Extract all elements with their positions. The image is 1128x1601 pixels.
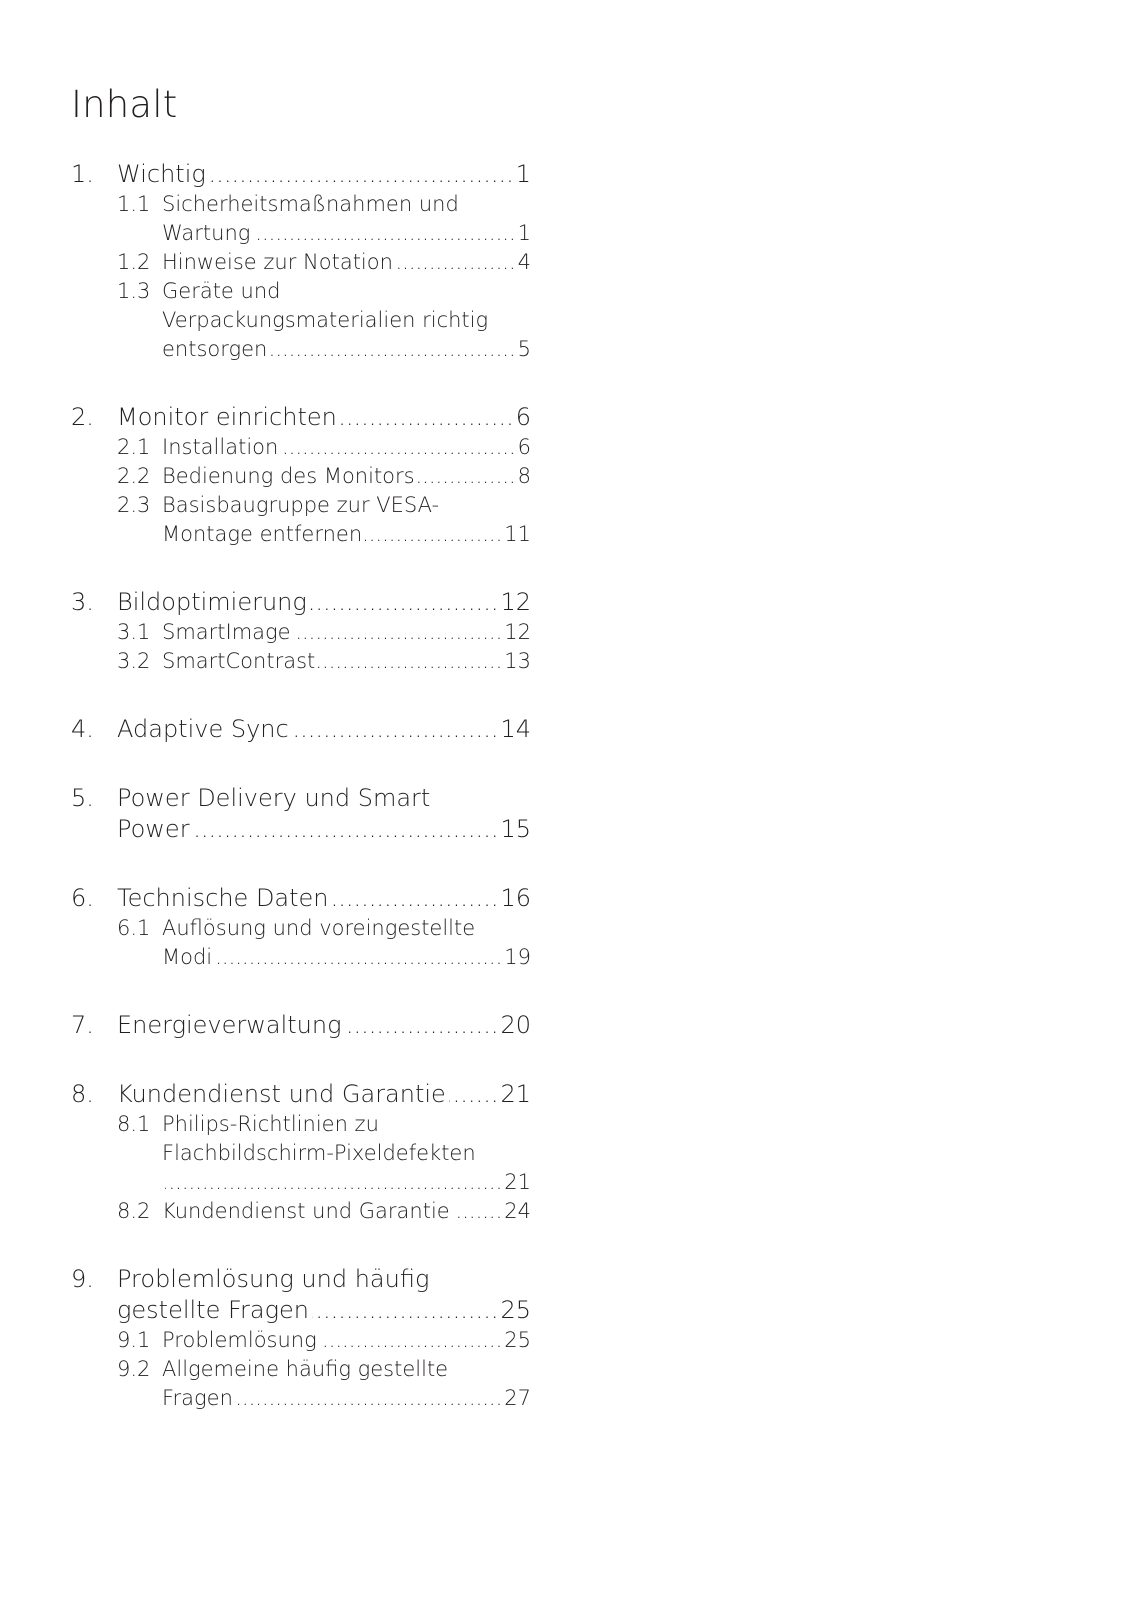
toc-subentry-title-line: Basisbaugruppe zur VESA-: [162, 493, 440, 517]
toc-subentry-page: 19: [504, 945, 531, 969]
toc-entry[interactable]: [71, 1010, 531, 1041]
toc-subentry-title-line: Geräte und: [162, 279, 281, 303]
toc-subentry-page: 6: [517, 435, 531, 459]
toc-subentry-title: Wartung: [162, 221, 251, 245]
dot-leader: [310, 587, 499, 618]
toc-subentry-number: 9.2: [117, 1357, 151, 1381]
toc-entry-page: 12: [500, 588, 531, 616]
toc-entry[interactable]: [71, 1079, 531, 1110]
dot-leader: [396, 248, 516, 277]
toc-subentry-title: Problemlösung: [162, 1328, 317, 1352]
toc-subentry[interactable]: [71, 914, 531, 972]
dot-leader: [270, 335, 515, 364]
toc-subentry-page: 21: [504, 1170, 531, 1194]
toc-subentry-title-line: Auflösung und voreingestellte: [162, 916, 476, 940]
toc-entry-page: 1: [515, 160, 531, 188]
toc-entry-number: 6.: [71, 884, 94, 912]
toc-subentry-number: 8.2: [117, 1199, 151, 1223]
toc-section: [71, 159, 531, 364]
toc-subentry-title-line: Verpackungsmaterialien richtig: [162, 308, 489, 332]
toc-entry-number: 8.: [71, 1080, 94, 1108]
toc-subentry-title: Fragen: [162, 1386, 233, 1410]
dot-leader: [418, 462, 516, 491]
toc-subentry-number: 9.1: [117, 1328, 151, 1352]
toc-entry-number: 7.: [71, 1011, 94, 1039]
toc-subentry-number: 1.1: [117, 192, 151, 216]
toc-entry-title: Monitor einrichten: [117, 403, 337, 431]
dot-leader: [165, 1168, 502, 1197]
toc-entry-title: Energieverwaltung: [117, 1011, 342, 1039]
toc-subentry[interactable]: [71, 248, 531, 277]
dot-leader: [215, 943, 502, 972]
toc-subentry-title-line: Sicherheitsmaßnahmen und: [162, 192, 459, 216]
dot-leader: [449, 1079, 499, 1110]
toc-entry-title: Power: [117, 815, 190, 843]
toc-subentry-title-line: Flachbildschirm-Pixeldefekten: [162, 1141, 476, 1165]
dot-leader: [340, 402, 514, 433]
toc-subentry-page: 4: [517, 250, 531, 274]
toc-subentry-page: 25: [504, 1328, 531, 1352]
toc-entry[interactable]: [71, 783, 531, 845]
toc-entry-title: Technische Daten: [117, 884, 329, 912]
toc-entry-title-line: Power Delivery und Smart: [117, 784, 431, 812]
toc-subentry-page: 13: [504, 649, 531, 673]
toc-section: [71, 587, 531, 676]
toc-subentry-title: Hinweise zur Notation: [162, 250, 393, 274]
toc-entry-title-line: Problemlösung und häufig: [117, 1265, 430, 1293]
toc-section: [71, 783, 531, 845]
toc-entry[interactable]: [71, 883, 531, 914]
toc-entry-title: Wichtig: [117, 160, 206, 188]
toc-subentry[interactable]: [71, 491, 531, 549]
toc-subentry[interactable]: [71, 1326, 531, 1355]
toc-subentry[interactable]: [71, 1110, 531, 1197]
toc-entry-title: Bildoptimierung: [117, 588, 307, 616]
dot-leader: [345, 1010, 499, 1041]
toc-subentry-number: 3.2: [117, 649, 151, 673]
toc-entry-page: 14: [500, 715, 531, 743]
toc-entry-number: 1.: [71, 160, 94, 188]
toc-entry-title: Kundendienst und Garantie: [117, 1080, 446, 1108]
toc-subentry-number: 2.1: [117, 435, 151, 459]
toc-subentry-title: Bedienung des Monitors: [162, 464, 415, 488]
toc-section: [71, 714, 531, 745]
toc-entry[interactable]: [71, 159, 531, 190]
toc-subentry-title: Modi: [162, 945, 213, 969]
toc-subentry[interactable]: [71, 190, 531, 248]
toc-section: [71, 1010, 531, 1041]
dot-leader: [236, 1384, 502, 1413]
toc-subentry-title-line: Allgemeine häufig gestellte: [162, 1357, 449, 1381]
toc-subentry-title: SmartContrast: [162, 649, 316, 673]
toc-subentry-page: 5: [517, 337, 531, 361]
toc-entry-page: 21: [500, 1080, 531, 1108]
toc-entry[interactable]: [71, 587, 531, 618]
page-title: Inhalt: [71, 83, 178, 126]
toc-subentry[interactable]: [71, 647, 531, 676]
toc-entry-number: 3.: [71, 588, 94, 616]
toc-subentry-title: SmartImage: [162, 620, 291, 644]
toc-subentry-title-line: Philips-Richtlinien zu: [162, 1112, 379, 1136]
dot-leader: [453, 1197, 503, 1226]
dot-leader: [281, 433, 515, 462]
toc-section: [71, 1264, 531, 1413]
toc-entry[interactable]: [71, 1264, 531, 1326]
toc-subentry-title: Montage entfernen: [162, 522, 363, 546]
dot-leader: [193, 814, 499, 845]
toc-subentry[interactable]: [71, 1197, 531, 1226]
toc-subentry-title: Kundendienst und Garantie: [162, 1199, 450, 1223]
dot-leader: [292, 714, 499, 745]
toc-subentry-page: 24: [504, 1199, 531, 1223]
toc-entry-title: gestellte Fragen: [117, 1296, 309, 1324]
toc-subentry-title: Installation: [162, 435, 279, 459]
toc-entry[interactable]: [71, 714, 531, 745]
dot-leader: [294, 618, 503, 647]
toc-subentry-number: 1.3: [117, 279, 151, 303]
toc-subentry-page: 27: [504, 1386, 531, 1410]
dot-leader: [365, 520, 502, 549]
toc-subentry-number: 2.3: [117, 493, 151, 517]
toc-subentry[interactable]: [71, 433, 531, 462]
toc-entry-number: 4.: [71, 715, 94, 743]
toc-subentry-page: 8: [517, 464, 531, 488]
toc-subentry[interactable]: [71, 1355, 531, 1413]
toc-subentry-number: 8.1: [117, 1112, 151, 1136]
toc-subentry-number: 3.1: [117, 620, 151, 644]
dot-leader: [332, 883, 499, 914]
toc-section: [71, 883, 531, 972]
toc-subentry-number: 2.2: [117, 464, 151, 488]
toc-subentry-page: 12: [504, 620, 531, 644]
toc-subentry[interactable]: [71, 618, 531, 647]
toc-subentry-number: 1.2: [117, 250, 151, 274]
toc-entry-page: 16: [500, 884, 531, 912]
toc-section: [71, 1079, 531, 1226]
toc-entry-number: 5.: [71, 784, 94, 812]
toc-entry[interactable]: [71, 402, 531, 433]
toc-subentry-number: 6.1: [117, 916, 151, 940]
toc-subentry-title: entsorgen: [162, 337, 268, 361]
dot-leader: [312, 1295, 498, 1326]
dot-leader: [209, 159, 514, 190]
toc-section: [71, 402, 531, 549]
toc-entry-page: 6: [515, 403, 531, 431]
toc-entry-number: 9.: [71, 1265, 94, 1293]
toc-subentry-page: 1: [517, 221, 531, 245]
toc-subentry[interactable]: [71, 277, 531, 364]
toc-entry-page: 15: [500, 815, 531, 843]
toc-entry-page: 25: [500, 1296, 531, 1324]
toc-subentry[interactable]: [71, 462, 531, 491]
toc-subentry-page: 11: [504, 522, 531, 546]
table-of-contents: [71, 159, 531, 1413]
toc-entry-page: 20: [500, 1011, 531, 1039]
dot-leader: [318, 647, 502, 676]
dot-leader: [320, 1326, 503, 1355]
dot-leader: [253, 219, 515, 248]
toc-entry-number: 2.: [71, 403, 94, 431]
toc-entry-title: Adaptive Sync: [117, 715, 289, 743]
